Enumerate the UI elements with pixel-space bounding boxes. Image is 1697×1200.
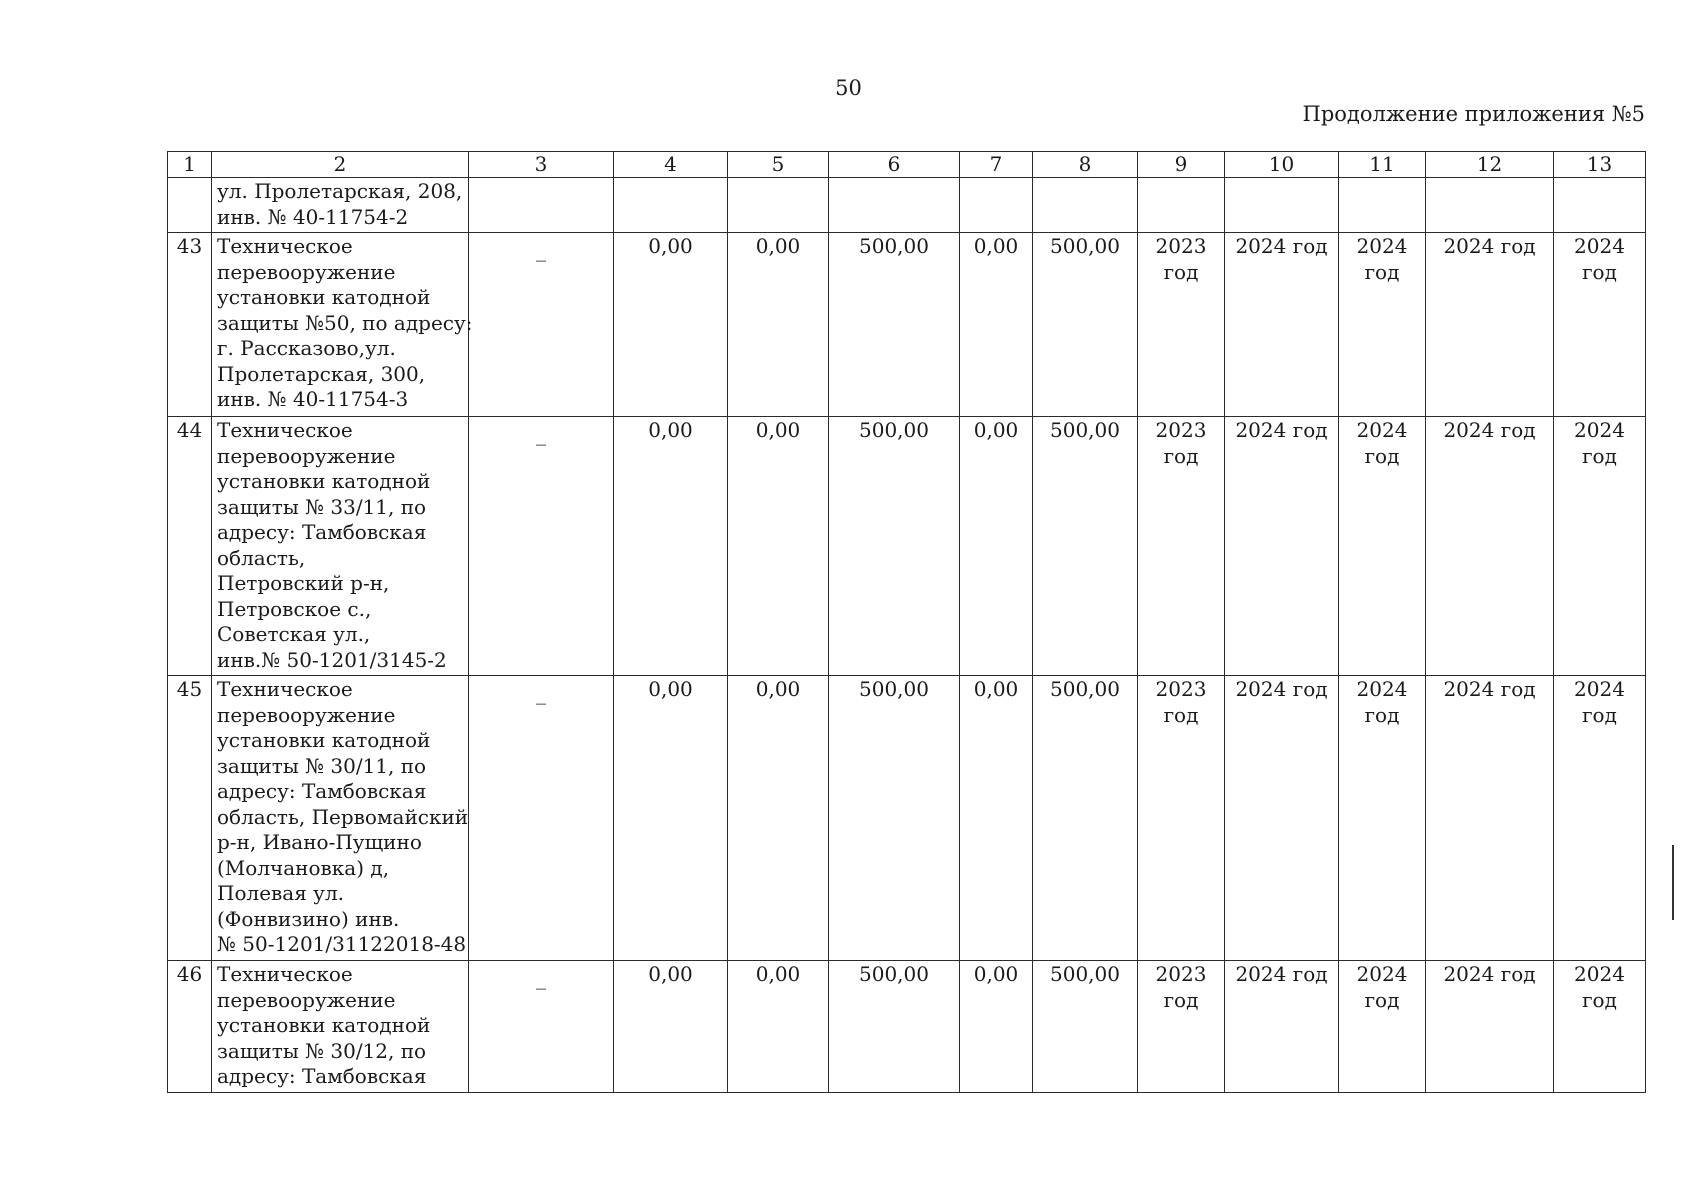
year-line: год (1364, 987, 1400, 1012)
year-cell (1554, 233, 1646, 417)
object-name-cell (212, 233, 473, 417)
value-cell: 0,00 (728, 417, 829, 676)
column-header: 1 (168, 152, 212, 178)
empty-cell (728, 178, 829, 233)
year-cell (1339, 676, 1426, 961)
year-line: 2024 (1574, 234, 1625, 258)
year-cell (1138, 233, 1225, 417)
name-line: область, (217, 545, 306, 570)
name-line: защиты № 30/11, по (217, 753, 427, 778)
column-header: 13 (1554, 152, 1646, 178)
value-cell: 500,00 (1033, 676, 1138, 961)
year-line: 2024 (1574, 677, 1625, 701)
empty-cell (1138, 178, 1225, 233)
name-line: перевооружение (217, 702, 396, 727)
name-line: г. Рассказово,ул. (217, 336, 396, 360)
dash-mark: _ (536, 238, 546, 262)
name-line: Советская ул., (217, 622, 371, 646)
year-cell: 2024 год (1426, 676, 1554, 961)
name-line: инв. № 40-11754-3 (217, 387, 409, 411)
row-number-cell: 43 (168, 233, 212, 417)
year-cell (1339, 417, 1426, 676)
name-line: перевооружение (217, 987, 396, 1012)
column-header: 12 (1426, 152, 1554, 178)
row-number-cell: 45 (168, 676, 212, 961)
empty-cell (829, 178, 960, 233)
column-header: 8 (1033, 152, 1138, 178)
empty-cell (1225, 178, 1339, 233)
name-line: адресу: Тамбовская (217, 1064, 427, 1088)
name-line: инв.№ 50-1201/3145-2 (217, 647, 447, 672)
data-table (167, 151, 1646, 1093)
year-cell: 2024 год (1426, 961, 1554, 1093)
year-line: год (1364, 702, 1400, 727)
name-line: защиты № 30/12, по (217, 1038, 427, 1063)
empty-cell (1033, 178, 1138, 233)
empty-cell (469, 178, 614, 233)
value-cell: 500,00 (1033, 233, 1138, 417)
value-cell: 0,00 (728, 676, 829, 961)
year-line: 2023 (1155, 418, 1207, 442)
value-cell: 0,00 (728, 233, 829, 417)
name-line: Техническое (217, 234, 353, 258)
object-name-cell (212, 961, 469, 1093)
name-line: Техническое (217, 418, 353, 442)
year-cell: 2024 год (1225, 233, 1339, 417)
table-row (168, 676, 1646, 961)
name-line: Петровский р-н, (217, 571, 390, 595)
year-line: 2024 (1356, 962, 1408, 986)
year-line: 2023 (1155, 962, 1207, 986)
dash-cell (469, 233, 614, 417)
name-line: установки катодной (217, 728, 431, 752)
name-line: Техническое (217, 962, 353, 986)
year-line: год (1582, 259, 1617, 284)
column-header: 7 (960, 152, 1033, 178)
table-row-continuation (168, 178, 1646, 233)
name-line: Петровское с., (217, 596, 372, 621)
row-number-cell: 46 (168, 961, 212, 1093)
value-cell: 0,00 (960, 417, 1033, 676)
value-cell: 0,00 (960, 961, 1033, 1093)
value-cell: 0,00 (614, 417, 728, 676)
value-cell: 0,00 (728, 961, 829, 1093)
year-cell (1554, 417, 1646, 676)
value-cell: 500,00 (829, 233, 960, 417)
value-cell: 0,00 (614, 961, 728, 1093)
dash-cell (469, 417, 614, 676)
year-cell (1554, 676, 1646, 961)
year-line: 2024 (1356, 418, 1408, 442)
name-line: область, Первомайский (217, 804, 469, 829)
name-line: адресу: Тамбовская (217, 779, 427, 803)
name-line: установки катодной (217, 469, 431, 493)
scan-edge-mark (1672, 845, 1674, 920)
appendix-note: Продолжение приложения №5 (1302, 102, 1645, 126)
dash-cell (469, 676, 614, 961)
dash-mark: _ (536, 422, 546, 446)
empty-cell (1339, 178, 1426, 233)
column-header: 4 (614, 152, 728, 178)
value-cell: 0,00 (614, 676, 728, 961)
column-header: 2 (212, 152, 469, 178)
empty-cell (960, 178, 1033, 233)
name-line: установки катодной (217, 1013, 431, 1037)
column-header: 9 (1138, 152, 1225, 178)
dash-cell (469, 961, 614, 1093)
year-line: 2024 (1356, 234, 1408, 258)
column-header: 6 (829, 152, 960, 178)
name-line: (Молчановка) д, (217, 855, 390, 880)
year-line: 2023 (1155, 677, 1207, 701)
page-number: 50 (835, 76, 862, 100)
year-line: год (1163, 259, 1199, 284)
value-cell: 0,00 (614, 233, 728, 417)
name-line: адресу: Тамбовская (217, 520, 427, 544)
object-name-cell (212, 417, 469, 676)
year-cell (1138, 676, 1225, 961)
year-line: 2023 (1155, 234, 1207, 258)
name-line: ул. Пролетарская, 208, (217, 179, 463, 203)
year-line: 2024 (1356, 677, 1408, 701)
year-line: год (1582, 443, 1617, 468)
year-line: год (1582, 987, 1617, 1012)
value-cell: 500,00 (829, 676, 960, 961)
table-row (168, 417, 1646, 676)
empty-cell (1554, 178, 1646, 233)
year-cell (1138, 961, 1225, 1093)
row-number-cell: 44 (168, 417, 212, 676)
dash-mark: _ (536, 966, 546, 990)
year-cell: 2024 год (1225, 676, 1339, 961)
year-line: год (1163, 702, 1199, 727)
name-line: установки катодной (217, 285, 431, 309)
name-line: (Фонвизино) инв. (217, 906, 400, 931)
name-line: Пролетарская, 300, (217, 361, 426, 386)
year-cell: 2024 год (1225, 961, 1339, 1093)
year-cell (1554, 961, 1646, 1093)
column-header: 11 (1339, 152, 1426, 178)
name-line: перевооружение (217, 259, 396, 284)
value-cell: 0,00 (960, 676, 1033, 961)
empty-cell (614, 178, 728, 233)
column-header: 10 (1225, 152, 1339, 178)
value-cell: 500,00 (829, 961, 960, 1093)
table-row (168, 961, 1646, 1093)
name-line: перевооружение (217, 443, 396, 468)
dash-mark: _ (536, 681, 546, 705)
value-cell: 500,00 (829, 417, 960, 676)
column-header: 5 (728, 152, 829, 178)
year-line: год (1582, 702, 1617, 727)
header-row (168, 152, 1646, 178)
column-header: 3 (469, 152, 614, 178)
year-cell: 2024 год (1225, 417, 1339, 676)
empty-cell (1426, 178, 1554, 233)
year-cell (1138, 417, 1225, 676)
name-line: № 50-1201/31122018-48 (217, 932, 467, 956)
year-line: год (1364, 259, 1400, 284)
name-line: защиты №50, по адресу: (217, 310, 473, 335)
year-line: 2024 (1574, 418, 1625, 442)
object-name-cell (212, 676, 469, 961)
year-cell (1339, 233, 1426, 417)
name-line: Техническое (217, 677, 353, 701)
value-cell: 0,00 (960, 233, 1033, 417)
year-cell: 2024 год (1426, 417, 1554, 676)
object-name-cell (212, 178, 469, 233)
name-line: инв. № 40-11754-2 (217, 204, 409, 229)
name-line: Полевая ул. (217, 881, 345, 905)
year-cell (1339, 961, 1426, 1093)
name-line: защиты № 33/11, по (217, 494, 427, 519)
name-line: р-н, Ивано-Пущино (217, 830, 422, 854)
value-cell: 500,00 (1033, 961, 1138, 1093)
value-cell: 500,00 (1033, 417, 1138, 676)
year-line: год (1364, 443, 1400, 468)
table-row (168, 233, 1646, 417)
year-line: год (1163, 987, 1199, 1012)
year-line: 2024 (1574, 962, 1625, 986)
year-cell: 2024 год (1426, 233, 1554, 417)
row-number-cell (168, 178, 212, 233)
year-line: год (1163, 443, 1199, 468)
